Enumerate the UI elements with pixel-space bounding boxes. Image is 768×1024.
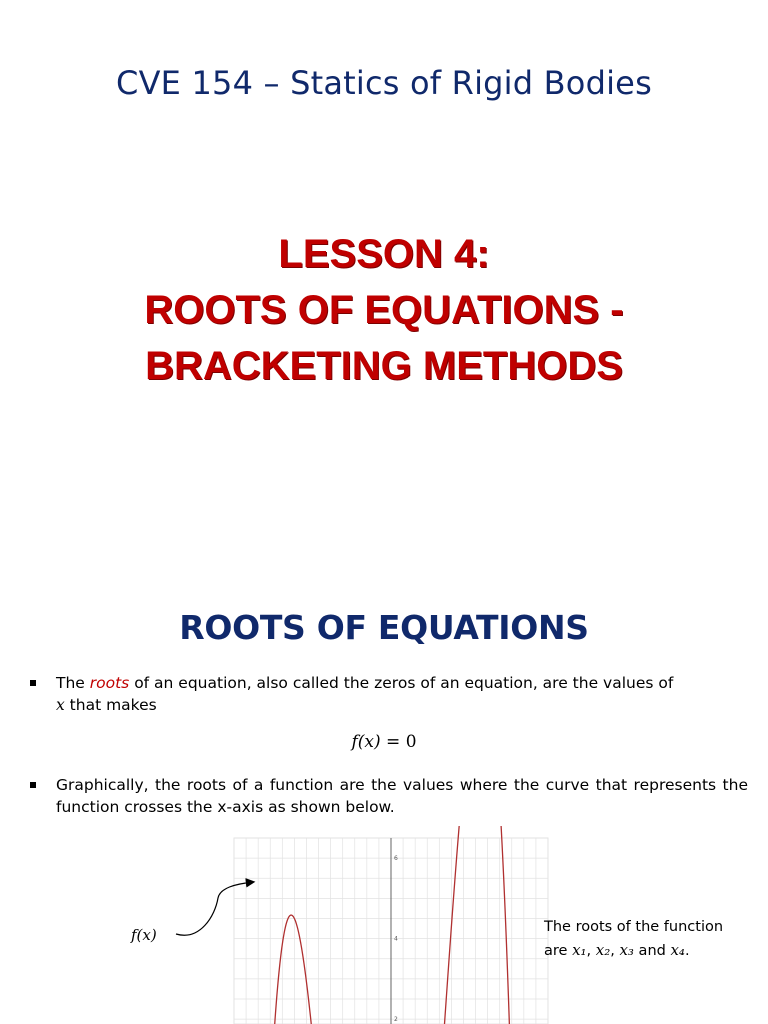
root-x4: x₄ [670,941,685,959]
lesson-heading [0,226,768,394]
bullet-graphical: Graphically, the roots of a function are the values where the curve that represents the function crosses the x-axis as shown below. [30,774,748,818]
y-tick-label: 2 [394,1016,398,1024]
y-tick-label: 6 [394,855,398,863]
root-x2: x₂ [595,941,611,959]
y-tick-label: 4 [394,935,398,943]
roots-emphasis: roots [89,674,130,692]
content-slide [0,600,768,1024]
lesson-line-3: BRACKETING METHODS [145,344,623,388]
root-x1: x₁ [572,941,587,959]
bullet-roots-definition: The roots of an equation, also called the zeros of an equation, are the values of x that makes [30,672,748,716]
lesson-line-2: ROOTS OF EQUATIONS - [144,288,624,332]
lesson-line-1: LESSON 4: [278,232,490,276]
bullet-marker [30,680,36,686]
section-title: ROOTS OF EQUATIONS [179,608,589,647]
course-title: CVE 154 – Statics of Rigid Bodies [116,64,652,102]
variable-x: x [56,696,65,714]
roots-note: The roots of the function are x₁, x₂, x₃ and x₄. [544,919,724,959]
bullet-marker [30,782,36,788]
root-x3: x₃ [619,941,634,959]
roots-graph [0,826,768,1024]
fx-label: f(x) [131,926,157,944]
equation-fx-zero: f(x) = 0 [351,732,417,752]
